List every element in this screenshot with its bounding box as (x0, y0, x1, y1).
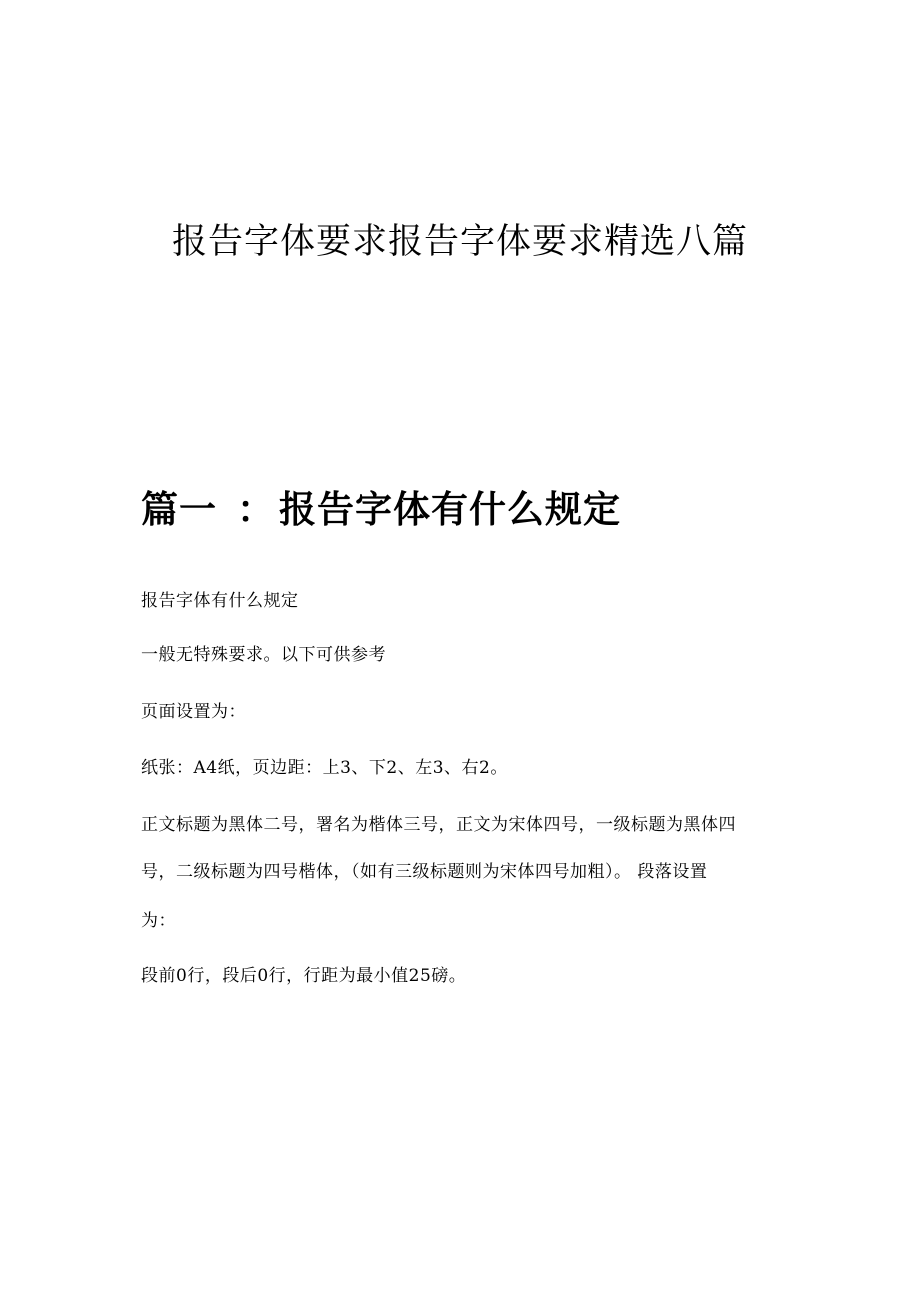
paragraph-subtitle: 报告字体有什么规定 (141, 591, 299, 611)
paragraph-paper-margins: 纸张：A4纸，页边距：上3、下2、左3、右2。 (141, 758, 508, 778)
document-title: 报告字体要求报告字体要求精选八篇 (171, 222, 748, 262)
paragraph-font-rules-line3: 为： (141, 911, 176, 931)
section-heading-text: 报告字体有什么规定 (279, 487, 621, 531)
section-colon: ： (237, 487, 275, 531)
section-heading (141, 482, 621, 536)
paragraph-page-setup: 页面设置为： (141, 702, 246, 722)
paragraph-font-rules-line1: 正文标题为黑体二号，署名为楷体三号，正文为宋体四号，一级标题为黑体四 (141, 815, 736, 835)
section-label: 篇一 (141, 487, 217, 531)
paragraph-font-rules-line2: 号，二级标题为四号楷体，（如有三级标题则为宋体四号加粗）。 段落设置 (141, 862, 708, 882)
paragraph-intro: 一般无特殊要求。以下可供参考 (141, 645, 386, 665)
paragraph-spacing: 段前0行，段后0行，行距为最小值25磅。 (141, 966, 467, 986)
